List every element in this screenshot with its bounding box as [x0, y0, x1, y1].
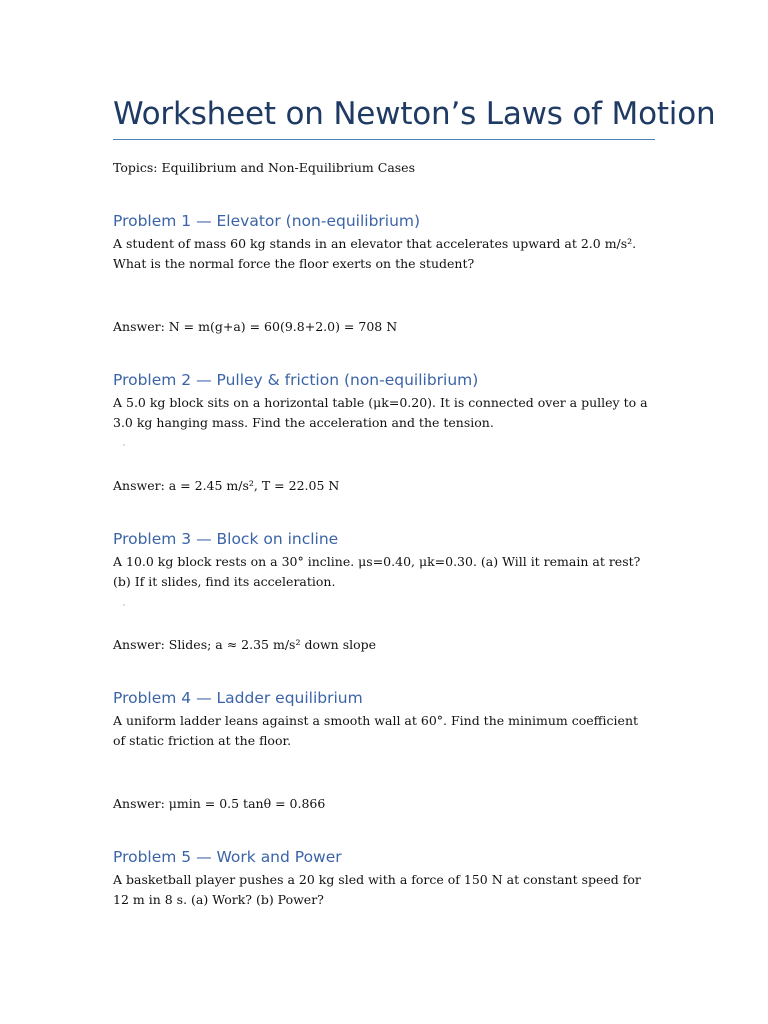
problem-4	[113, 687, 658, 751]
problem-answer: Answer: Slides; a ≈ 2.35 m/s² down slope	[113, 637, 377, 652]
problem-heading: Problem 2 — Pulley & friction (non-equilibrium)	[113, 371, 479, 389]
problem-text: A student of mass 60 kg stands in an elevator that accelerates upward at 2.0 m/s². What is the normal force the floor exerts on the student?	[113, 236, 637, 271]
page-title: Worksheet on Newton’s Laws of Motion	[113, 96, 716, 132]
image-placeholder-mark	[123, 444, 125, 446]
topics-line: Topics: Equilibrium and Non-Equilibrium Cases	[113, 160, 415, 175]
title-divider	[113, 139, 655, 140]
problem-answer: Answer: a = 2.45 m/s², T = 22.05 N	[113, 478, 340, 493]
problem-heading: Problem 5 — Work and Power	[113, 848, 342, 866]
image-placeholder-mark	[123, 604, 125, 606]
problem-heading: Problem 3 — Block on incline	[113, 530, 339, 548]
problem-1	[113, 210, 658, 274]
problem-5	[113, 846, 658, 910]
problem-heading: Problem 1 — Elevator (non-equilibrium)	[113, 212, 421, 230]
problem-answer: Answer: N = m(g+a) = 60(9.8+2.0) = 708 N	[113, 319, 398, 334]
problem-text: A 5.0 kg block sits on a horizontal table (μk=0.20). It is connected over a pulley to a 3.0 kg hanging mass. Find the acceleration and the tension.	[113, 395, 648, 430]
problem-2	[113, 369, 658, 433]
problem-text: A 10.0 kg block rests on a 30° incline. μs=0.40, μk=0.30. (a) Will it remain at rest? (b) If it slides, find its acceleration.	[113, 554, 641, 589]
problem-3	[113, 528, 658, 592]
problem-text: A basketball player pushes a 20 kg sled with a force of 150 N at constant speed for 12 m in 8 s. (a) Work? (b) Power?	[113, 872, 641, 907]
problem-answer: Answer: μmin = 0.5 tanθ = 0.866	[113, 796, 326, 811]
problem-heading: Problem 4 — Ladder equilibrium	[113, 689, 363, 707]
problem-text: A uniform ladder leans against a smooth wall at 60°. Find the minimum coefficient of static friction at the floor.	[113, 713, 639, 748]
